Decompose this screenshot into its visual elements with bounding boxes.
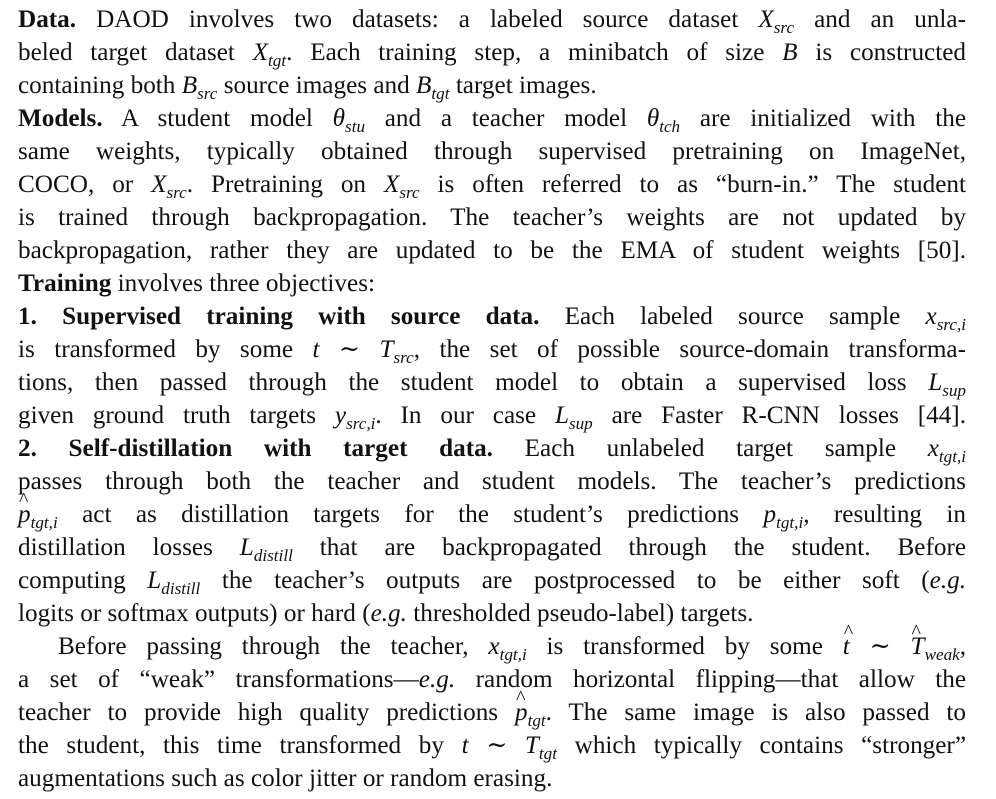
objective1-line-1: 1. Supervised training with source data. Each labeled source sample $x_{src,i}$ [18,303,967,334]
weak-strong-line-5: augmentations such as color jitter or random erasing. [18,765,553,792]
weak-strong-line-1: Before passing through the teacher, $x_{tgt,i}$ is transformed by some ^ t ∼ ^ $T_{weak}$, [18,630,966,663]
models-line-2: same weights, typically obtained through supervised pretraining on ImageNet, [18,138,966,165]
data-heading: Data. [18,6,77,33]
math-p-tgt-i: $p_{tgt,i}$ [763,501,804,532]
math-p-hat-tgt: ^ $p_{tgt}$ [515,699,546,726]
math-x-src: $X_{src}$ [151,171,187,202]
math-theta-stu: $\theta_{stu}$ [332,105,366,136]
models-heading: Models. [18,105,103,132]
models-line-1: Models. A student model $\theta_{stu}$ and a teacher model $\theta_{tch}$ are initialized with the [18,105,967,136]
math-t-hat-sim-t-weak: ^ t ∼ ^ $T_{weak}$ [843,633,960,660]
objective1-line-2: is transformed by some t ∼ $T_{src}$, the set of possible source-domain transforma- [18,336,966,367]
objective2-line-6: logits or softmax outputs) or hard (e.g. thresholded pseudo-label) targets. [18,600,754,627]
objective1-line-3: tions, then passed through the student model to obtain a supervised loss $L_{sup}$ [18,369,966,400]
objective2-line-2: passes through both the teacher and student models. The teacher’s predictions [18,468,966,495]
math-x-src-i: $x_{src,i}$ [925,303,967,334]
math-b-src: $B_{src}$ [181,72,218,103]
math-l-distill: $L_{distill}$ [147,567,201,598]
math-p-hat-tgt-i: ^ $p_{tgt,i}$ [18,501,58,528]
models-line-3: COCO, or $X_{src}$. Pretraining on $X_{src}$ is often referred to as “burn-in.” The student [18,171,967,202]
training-line: Training involves three objectives: [18,270,376,297]
models-line-4: is trained through backpropagation. The teacher’s weights are not updated by [18,204,966,231]
paper-text [18,3,966,795]
math-l-distill: $L_{distill}$ [239,534,293,565]
math-l-sup: $L_{sup}$ [554,402,593,433]
math-b-tgt: $B_{tgt}$ [416,72,450,103]
objective2-heading: 2. Self-distillation with target data. [18,435,493,462]
objective2-line-5: computing $L_{distill}$ the teacher’s outputs are postprocessed to be either soft (e.g. [18,567,967,598]
math-t-sim-t-src: t ∼ $T_{src}$ [312,336,414,367]
math-y-src-i: $y_{src,i}$ [334,402,376,433]
models-line-5: backpropagation, rather they are updated to be the EMA of student weights [50]. [18,237,966,264]
training-heading: Training [18,270,112,297]
weak-strong-line-3: teacher to provide high quality predictions ^ $p_{tgt}$. The same image is also passed to [18,696,966,729]
math-x-tgt-i: $x_{tgt,i}$ [488,633,527,664]
objective2-line-1: 2. Self-distillation with target data. Each unlabeled target sample $x_{tgt,i}$ [18,435,967,466]
math-x-src: $X_{src}$ [758,6,795,37]
math-x-src: $X_{src}$ [383,171,420,202]
math-x-tgt: $X_{tgt}$ [252,39,287,70]
weak-strong-line-4: the student, this time transformed by t ∼ $T_{tgt}$ which typically contains “stronger” [18,732,967,763]
objective1-line-4: given ground truth targets $y_{src,i}$. In our case $L_{sup}$ are Faster R-CNN losses [44]. [18,402,966,433]
math-x-tgt-i: $x_{tgt,i}$ [927,435,967,466]
math-theta-tch: $\theta_{tch}$ [646,105,681,136]
math-t-sim-t-tgt: t ∼ $T_{tgt}$ [461,732,558,763]
data-line-2: beled target dataset $X_{tgt}$. Each training step, a minibatch of size B is constructed [18,39,966,70]
objective1-heading: 1. Supervised training with source data. [18,303,540,330]
data-line-3: containing both $B_{src}$ source images and $B_{tgt}$ target images. [18,72,597,103]
weak-strong-line-2: a set of “weak” transformations—e.g. random horizontal flipping—that allow the [18,666,967,693]
math-b: B [782,39,798,66]
data-line-1: Data. DAOD involves two datasets: a labeled source dataset $X_{src}$ and an unla- [18,6,966,37]
math-l-sup: $L_{sup}$ [928,369,966,400]
objective2-line-4: distillation losses $L_{distill}$ that are backpropagated through the student. Before [18,534,967,565]
objective2-line-3: ^ $p_{tgt,i}$ act as distillation targets for the student’s predictions $p_{tgt,i}$, resulting in [18,498,966,531]
